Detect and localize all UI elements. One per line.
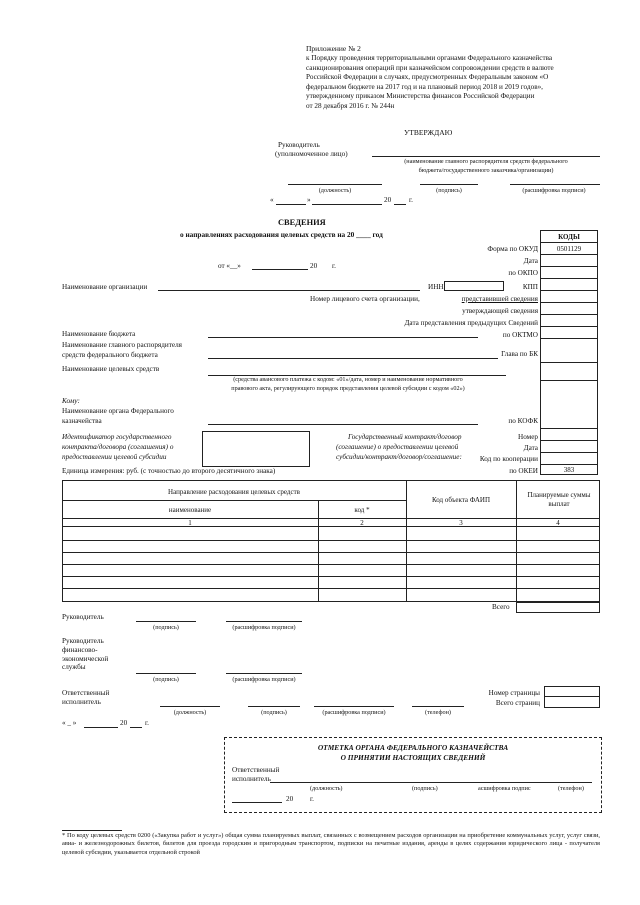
okud-value: 0501129 xyxy=(556,245,582,253)
codes-sep xyxy=(540,278,598,279)
grbs-label-2: средств федерального бюджета xyxy=(62,351,158,359)
gov-id-label-2: контракта/договора (соглашения) о xyxy=(62,443,174,451)
table-col-sep xyxy=(516,480,517,602)
sign-date-line xyxy=(84,727,118,728)
sign-fin-signature-line[interactable] xyxy=(136,673,196,674)
codes-sep xyxy=(540,302,598,303)
gov-contract-label-1: Государственный контракт/договор xyxy=(348,433,462,441)
appendix-line: федеральном бюджете на 2017 год и на плановый период 2018 и 2019 годов», xyxy=(306,82,543,91)
approve-year-line xyxy=(394,204,406,205)
approve-signature-line xyxy=(420,184,478,185)
approve-date-q2: » xyxy=(307,196,311,204)
data-label: Дата xyxy=(523,444,538,452)
sign-fin-line: экономической xyxy=(62,654,109,663)
sign-resp-decoding: (расшифровка подписи) xyxy=(322,709,386,716)
sign-head-decoding-line[interactable] xyxy=(226,621,302,622)
approve-date-g: г. xyxy=(409,196,413,204)
codes-sep xyxy=(540,362,598,363)
th-n4: 4 xyxy=(556,519,560,527)
sign-fin-signature: (подпись) xyxy=(153,676,179,683)
gov-contract-label-3: субсидии/контракт/договор/соглашение: xyxy=(336,453,462,461)
sign-fin-decoding: (расшифровка подписи) xyxy=(232,676,296,683)
purpose-label: Наименование целевых средств xyxy=(62,365,160,373)
koop-label: Код по кооперации xyxy=(479,455,538,463)
treasury-signature: (подпись) xyxy=(412,785,438,792)
total-label: Всего xyxy=(492,603,510,611)
approve-position-line xyxy=(288,184,382,185)
gov-id-label-3: предоставлении целевой субсидии xyxy=(62,453,167,461)
fk-label-1: Наименование органа Федерального xyxy=(62,407,174,415)
approve-position: (должность) xyxy=(318,187,352,194)
sign-resp-signature: (подпись) xyxy=(261,709,287,716)
appendix-lines xyxy=(306,54,554,112)
sign-head-label: Руководитель xyxy=(62,613,104,621)
page-count-sep xyxy=(544,696,600,697)
account-label: Номер лицевого счета организации, xyxy=(310,295,420,303)
th-n2: 2 xyxy=(360,519,364,527)
treasury-title-2: О ПРИНЯТИИ НАСТОЯЩИХ СВЕДЕНИЙ xyxy=(340,753,486,762)
sign-resp-label-2: исполнитель xyxy=(62,698,101,706)
codes-sep xyxy=(540,428,598,429)
doc-title: СВЕДЕНИЯ xyxy=(278,218,326,227)
codes-sep xyxy=(540,452,598,453)
approve-date-q1: « xyxy=(270,196,274,204)
table-row[interactable] xyxy=(62,576,600,577)
doc-from-g: г. xyxy=(332,262,336,270)
table-sep xyxy=(62,500,406,501)
gov-id-label-1: Идентификатор государственного xyxy=(62,433,172,441)
table-col-sep xyxy=(318,500,319,602)
treasury-title-1: ОТМЕТКА ОРГАНА ФЕДЕРАЛЬНОГО КАЗНАЧЕЙСТВА xyxy=(317,743,509,752)
th-direction: Направление расходования целевых средств xyxy=(168,488,300,496)
sign-fin-line: Руководитель xyxy=(62,637,104,645)
codes-sep xyxy=(540,464,598,465)
page-count-box[interactable] xyxy=(544,686,600,708)
okud-label: Форма по ОКУД xyxy=(487,245,538,253)
treasury-resp-1: Ответственный xyxy=(232,766,280,774)
th-n1: 1 xyxy=(188,519,192,527)
doc-subtitle: о направлениях расходования целевых средств на 20 ____ год xyxy=(180,230,383,239)
budget-label: Наименование бюджета xyxy=(62,330,136,338)
treasury-date-g: г. xyxy=(310,795,314,803)
sign-resp-decoding-line[interactable] xyxy=(314,706,394,707)
prev-date-label: Дата представления предыдущих Сведений xyxy=(404,319,538,327)
sign-date-g: г. xyxy=(145,719,149,727)
unit-label: Единица измерения: руб. (с точностью до второго десятичного знака) xyxy=(62,467,276,475)
table-row[interactable] xyxy=(62,588,600,589)
sign-fin-label xyxy=(62,637,108,672)
page-no-label: Номер страницы xyxy=(488,689,540,697)
treasury-resp-2: исполнитель xyxy=(232,775,271,783)
approve-org-line xyxy=(372,156,600,157)
th-name: наименование xyxy=(168,506,212,514)
th-n3: 3 xyxy=(459,519,463,527)
footnote-rule xyxy=(62,830,122,831)
codes-sep xyxy=(540,314,598,315)
th-code: код * xyxy=(354,506,370,514)
bk-label: Глава по БК xyxy=(501,350,538,358)
pages-total-label: Всего страниц xyxy=(495,699,540,707)
approve-decoding: (расшифровка подписи) xyxy=(522,187,586,194)
sign-head-signature-line[interactable] xyxy=(136,621,196,622)
appendix-title: Приложение № 2 xyxy=(306,44,361,53)
sign-date-year: 20 xyxy=(120,719,128,727)
sign-resp-position: (должность) xyxy=(173,709,207,716)
sign-head-signature: (подпись) xyxy=(153,624,179,631)
treasury-date-line xyxy=(232,802,282,803)
codes-sep xyxy=(540,326,598,327)
codes-sep xyxy=(540,254,598,255)
codes-sep xyxy=(540,380,598,381)
appendix-line: от 28 декабря 2016 г. № 244н xyxy=(306,101,395,110)
sign-resp-phone: (телефон) xyxy=(425,709,451,716)
doc-from-line xyxy=(252,269,308,270)
treasury-resp-line[interactable] xyxy=(270,782,592,783)
treasury-position: (должность) xyxy=(310,785,343,792)
approve-title: УТВЕРЖДАЮ xyxy=(404,128,453,137)
appendix-line: Российской Федерации в случаях, предусмотренных Федеральным законом «О xyxy=(306,73,549,82)
sign-resp-phone-line[interactable] xyxy=(412,706,464,707)
approve-head: Руководитель xyxy=(278,141,320,149)
approve-org-caption-2: бюджета/государственного заказчика/организации) xyxy=(418,167,554,174)
codes-sep xyxy=(540,290,598,291)
to-whom-label: Кому: xyxy=(62,397,80,405)
approve-decoding-line xyxy=(510,184,600,185)
sign-fin-line: службы xyxy=(62,663,86,672)
approve-date-line xyxy=(276,204,306,205)
codes-sep xyxy=(540,266,598,267)
gov-contract-label-2: (соглашение) о предоставлении целевой xyxy=(336,443,459,451)
codes-sep xyxy=(540,242,598,243)
org-name-line[interactable] xyxy=(158,290,420,291)
codes-sep xyxy=(540,338,598,339)
approve-head-sub: (уполномоченное лицо) xyxy=(275,150,348,158)
th-faip: Код объекта ФАИП xyxy=(431,496,491,504)
approve-month-line xyxy=(312,204,382,205)
okei-label: по ОКЕИ xyxy=(509,467,538,475)
appendix-line: санкционирования операций при казначейском сопровождении средств в валюте xyxy=(306,63,554,72)
table-row[interactable] xyxy=(62,552,600,553)
sign-resp-signature-line[interactable] xyxy=(248,706,300,707)
okei-value: 383 xyxy=(563,466,575,474)
sign-date-year-line xyxy=(130,727,142,728)
sign-date-q: « _ » xyxy=(62,719,77,727)
sign-resp-position-line[interactable] xyxy=(160,706,220,707)
approving-label: утверждающей сведения xyxy=(462,307,538,315)
codes-sep xyxy=(540,440,598,441)
grbs-line[interactable] xyxy=(208,358,498,359)
th-planned: Планируемые суммы выплат xyxy=(527,491,591,508)
approve-signature: (подпись) xyxy=(436,187,462,194)
nomer-label: Номер xyxy=(518,433,538,441)
approve-org-caption-1: (наименование главного распорядителя средств федерального xyxy=(404,158,568,165)
sign-fin-decoding-line[interactable] xyxy=(226,673,302,674)
budget-line[interactable] xyxy=(208,337,478,338)
footnote: * По коду целевых средств 0200 («Закупка работ и услуг») общая сумма планируемых выплат, связанных с возмещением расходов организации на приобретение коммунальных услуг, услуг связи, авиа- и железнодорожных билетов, билетов для проезда городским и пригородным транспортом, подписки на печатные издания, аренды в целях содержания юридического лица - получателя целевой субсидии, указывается отдельной строкой xyxy=(62,832,600,856)
kpp-label: КПП xyxy=(522,283,538,291)
doc-from-prefix: от «__» xyxy=(218,262,241,270)
inn-field[interactable] xyxy=(444,281,504,291)
fk-label-2: казначейства xyxy=(62,417,102,425)
sign-resp-label-1: Ответственный xyxy=(62,689,110,697)
sign-head-decoding: (расшифровка подписи) xyxy=(232,624,296,631)
sign-fin-line: финансово- xyxy=(62,645,98,654)
table-row[interactable] xyxy=(62,540,600,541)
okpo-label: по ОКПО xyxy=(508,269,538,277)
oktmo-label: по ОКТМО xyxy=(502,331,538,339)
appendix-line: к Порядку проведения территориальными органами Федерального казначейства xyxy=(306,54,553,62)
treasury-phone: (телефон) xyxy=(558,785,584,792)
fk-line[interactable] xyxy=(208,424,478,425)
inn-label: ИНН xyxy=(428,283,444,291)
date-label: Дата xyxy=(523,257,538,265)
treasury-decoding: асшифровка подпис xyxy=(478,785,531,792)
gov-id-field[interactable] xyxy=(202,431,310,467)
approve-date-year: 20 xyxy=(384,196,392,204)
grbs-label-1: Наименование главного распорядителя xyxy=(62,341,182,349)
purpose-note: (средства авансового платежа с кодом: «01»/дата, номер и наименование нормативного правового акта, регулирующего порядок представления целевой субсидии с кодом «02») xyxy=(231,376,465,392)
org-name-label: Наименование организации xyxy=(62,283,148,291)
treasury-date-year: 20 xyxy=(286,795,294,803)
total-field[interactable] xyxy=(516,602,600,613)
codes-header: КОДЫ xyxy=(558,233,580,241)
doc-from-year: 20 xyxy=(310,262,318,270)
appendix-line: утвержденному приказом Министерства финансов Российской Федерации xyxy=(306,92,535,101)
account-rep-label: представившей сведения xyxy=(461,295,538,303)
table-row[interactable] xyxy=(62,564,600,565)
kofk-label: по КОФК xyxy=(508,417,538,425)
